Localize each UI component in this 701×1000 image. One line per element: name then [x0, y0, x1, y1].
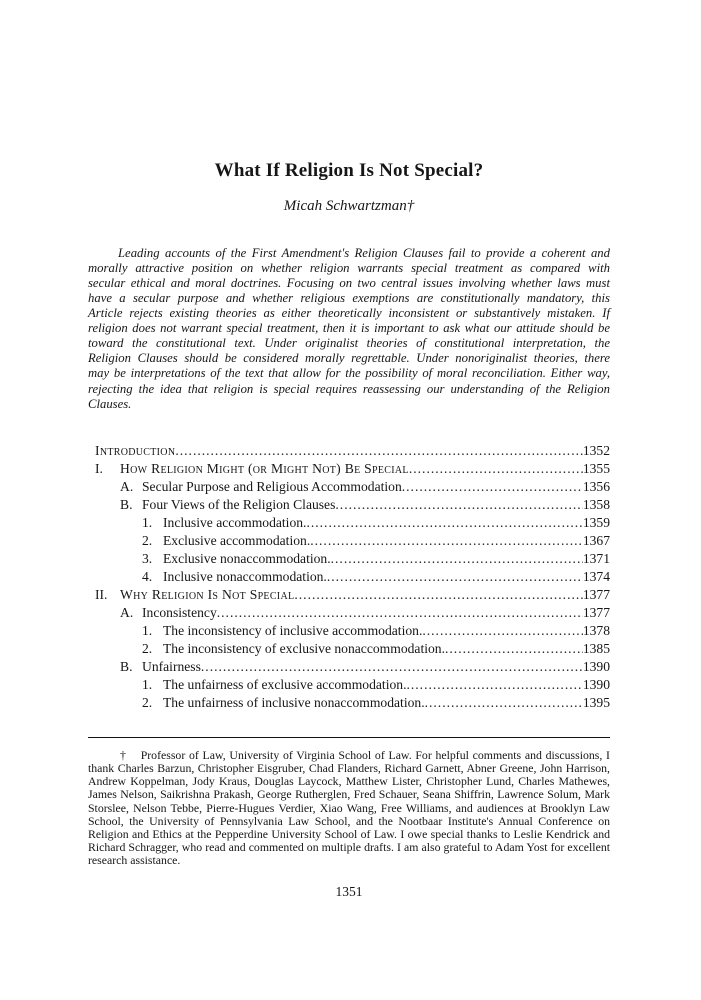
toc-entry	[95, 604, 610, 622]
toc-entry-title: Four Views of the Religion Clauses	[142, 496, 336, 512]
toc-entry-title: The unfairness of exclusive accommodation.	[163, 676, 407, 692]
toc-entry-page: 1377	[582, 604, 610, 620]
toc-entry-label: 1.	[142, 622, 153, 638]
toc-entry-label: II.	[95, 586, 108, 602]
toc-entry-page: 1378	[582, 622, 610, 638]
toc-leader-dots	[409, 460, 583, 478]
toc-entry-label: B.	[120, 496, 133, 512]
abstract-paragraph: Leading accounts of the First Amendment's Religion Clauses fail to provide a coherent and morally attractive position on whether religion warrants special treatment as compared with secular ethical and moral doctrines. Focusing on two central issues involving whether laws must have a secular purpose and whether religious exemptions are constitutionally mandatory, this Article rejects existing theories as either theoretically inconsistent or substantively mistaken. If religion does not warrant special treatment, then it is important to ask what our attitude should be toward the constitutional text. Under originalist theories of constitutional interpretation, the Religion Clauses should be considered morally regrettable. Under nonoriginalist theories, there may be interpretations of the text that allow for the possibility of moral reconciliation. Either way, rejecting the idea that religion is special requires reassessing our understanding of the Religion Clauses.	[88, 245, 610, 411]
toc-entry	[95, 568, 610, 586]
author-line	[88, 197, 610, 216]
toc-entry-page: 1352	[582, 442, 610, 458]
toc-entry-label: 2.	[142, 640, 153, 656]
toc-leader-dots	[175, 442, 582, 460]
footnote-text: Professor of Law, University of Virginia School of Law. For helpful comments and discussions, I thank Charles Barzun, Christopher Eisgruber, Chad Flanders, Richard Garnett, Abner Greene, John Harrison, Andrew Koppelman, Jody Kraus, Douglas Laycock, Matthew Lister, Christopher Lund, Charles Mathewes, James Nelson, Saikrishna Prakash, George Rutherglen, Fred Schauer, Seana Shiffrin, Lawrence Solum, Mark Storslee, Nelson Tebbe, Pierre-Hugues Verdier, Xiao Wang, Free Williams, and audiences at Brooklyn Law School, the University of Pennsylvania Law School, and the Nootbaar Institute's Annual Conference on Religion and Ethics at the Pepperdine University School of Law. I owe special thanks to Leslie Kendrick and Richard Schragger, who read and commented on multiple drafts. I am also grateful to Adam Yost for excellent research assistance.	[88, 747, 610, 868]
toc-entry-title: Inclusive nonaccommodation.	[163, 568, 327, 584]
toc-entry-label: 2.	[142, 532, 153, 548]
toc-entry-page: 1377	[582, 586, 610, 602]
toc-entry	[95, 586, 610, 604]
toc-entry	[95, 676, 610, 694]
toc-entry-title: The inconsistency of inclusive accommodation.	[163, 622, 423, 638]
toc-leader-dots	[425, 694, 583, 712]
toc-entry	[95, 694, 610, 712]
toc-entry-label: B.	[120, 658, 133, 674]
toc-entry-label: 2.	[142, 694, 153, 710]
toc-entry-label: A.	[120, 478, 134, 494]
toc-entry	[95, 640, 610, 658]
author-name: Micah Schwartzman	[283, 197, 407, 214]
toc-entry-page: 1390	[582, 658, 610, 674]
toc-entry-page: 1358	[582, 496, 610, 512]
toc-entry-page: 1371	[582, 550, 610, 566]
toc-entry-page: 1359	[582, 514, 610, 530]
toc-entry-label: 1.	[142, 676, 153, 692]
toc-leader-dots	[406, 676, 582, 694]
toc-leader-dots	[217, 604, 583, 622]
toc-entry	[95, 478, 610, 496]
toc-entry-title: Exclusive accommodation.	[163, 532, 311, 548]
page-number: 1351	[335, 883, 363, 899]
toc-leader-dots	[335, 496, 582, 514]
toc-entry-page: 1355	[582, 460, 610, 476]
toc-entry-label: 1.	[142, 514, 153, 530]
toc-entry-title: Unfairness	[142, 658, 201, 674]
toc-entry-page: 1395	[582, 694, 610, 710]
toc-entry-page: 1390	[582, 676, 610, 692]
toc-entry	[95, 622, 610, 640]
toc-entry-page: 1385	[582, 640, 610, 656]
toc-entry-title: Why Religion Is Not Special	[120, 586, 295, 602]
toc-entry-page: 1374	[582, 568, 610, 584]
toc-entry-title: How Religion Might (or Might Not) Be Special	[120, 460, 409, 476]
toc-entry	[95, 532, 610, 550]
toc-entry-label: 4.	[142, 568, 153, 584]
toc-entry-label: A.	[120, 604, 134, 620]
toc-leader-dots	[294, 586, 582, 604]
toc-entry-title: Inclusive accommodation.	[163, 514, 307, 530]
toc-entry	[95, 514, 610, 532]
toc-entry	[95, 496, 610, 514]
toc-leader-dots	[331, 550, 583, 568]
toc-leader-dots	[422, 622, 582, 640]
toc-entry-title: Inconsistency	[142, 604, 217, 620]
toc-entry-title: The inconsistency of exclusive nonaccommodation.	[163, 640, 445, 656]
author-footnote-mark: †	[406, 197, 415, 214]
toc-entry-page: 1367	[582, 532, 610, 548]
footnote-separator-rule	[88, 737, 610, 738]
table-of-contents	[88, 442, 610, 712]
article-title: What If Religion Is Not Special?	[214, 159, 484, 181]
toc-entry	[95, 460, 610, 478]
toc-entry-label: I.	[95, 460, 103, 476]
toc-leader-dots	[201, 658, 583, 676]
toc-entry	[95, 658, 610, 676]
toc-leader-dots	[327, 568, 583, 586]
toc-entry-title: Exclusive nonaccommodation.	[163, 550, 331, 566]
toc-entry-page: 1356	[582, 478, 610, 494]
toc-leader-dots	[402, 478, 583, 496]
toc-entry	[95, 442, 610, 460]
toc-entry	[95, 550, 610, 568]
footnote-dagger-mark: †	[120, 747, 127, 762]
toc-entry-label: 3.	[142, 550, 153, 566]
toc-leader-dots	[310, 532, 583, 550]
toc-leader-dots	[306, 514, 582, 532]
toc-entry-title: Introduction	[95, 442, 176, 458]
footnote-paragraph	[88, 749, 610, 868]
toc-entry-title: The unfairness of inclusive nonaccommodation.	[163, 694, 425, 710]
toc-entry-title: Secular Purpose and Religious Accommodation	[142, 478, 402, 494]
toc-leader-dots	[445, 640, 583, 658]
